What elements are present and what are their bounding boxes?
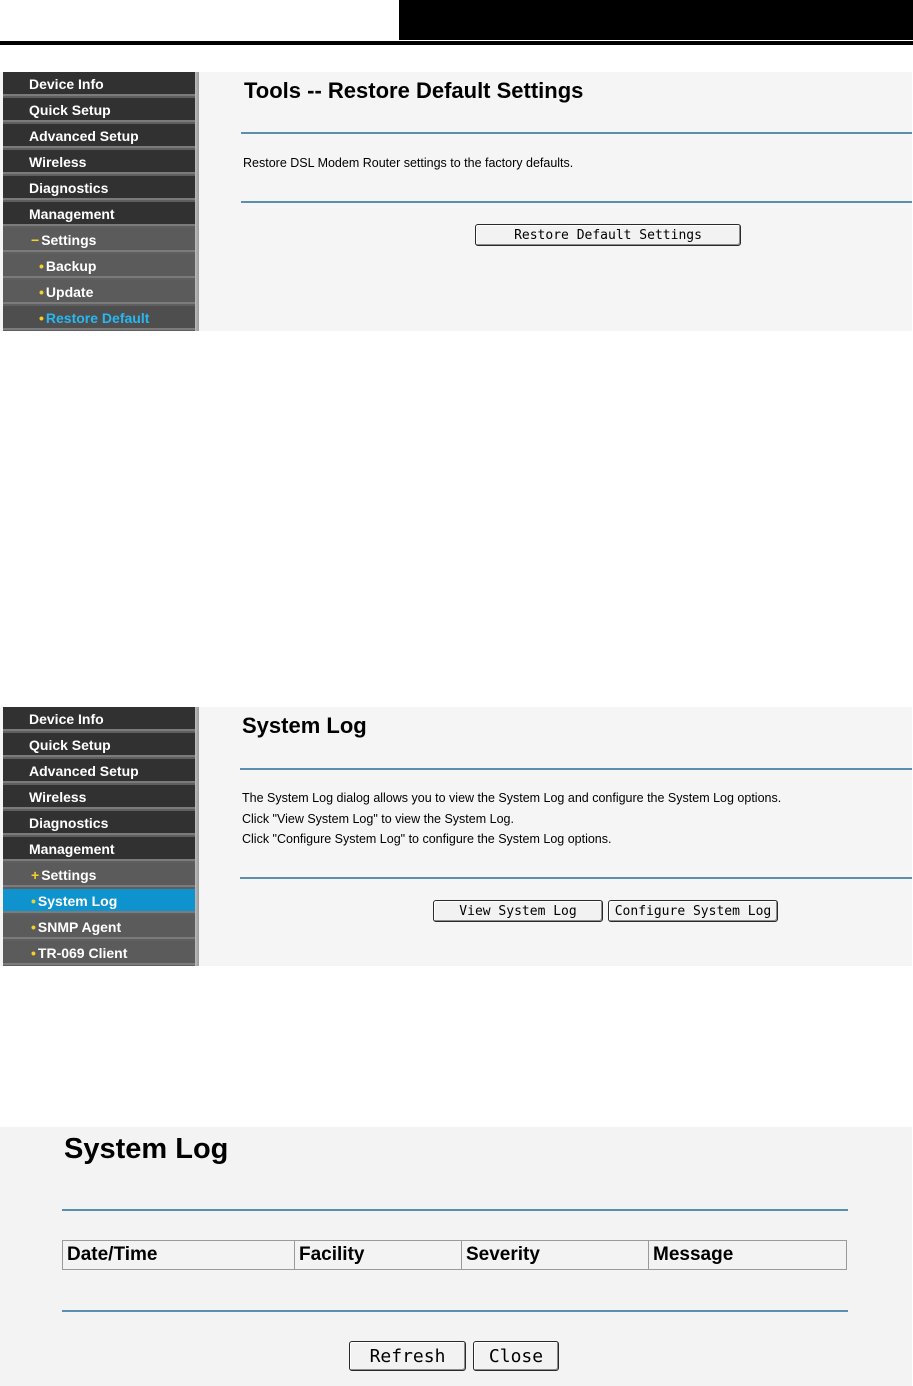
page-title: System Log [64,1133,229,1165]
sidebar-item-label: Update [45,284,94,300]
bullet-icon: • [39,258,44,274]
divider [62,1209,848,1211]
sidebar-item-management[interactable]: Management [3,202,195,226]
sidebar-item-label: Backup [45,258,97,274]
sidebar-divider [195,707,199,966]
column-header-severity: Severity [462,1241,649,1269]
sidebar-item-label: Settings [41,867,97,883]
bullet-icon: • [31,893,36,909]
sidebar-item-label: SNMP Agent [37,919,122,935]
sidebar-item-quick-setup[interactable]: Quick Setup [3,733,195,757]
bullet-icon: • [39,284,44,300]
page-description: Restore DSL Modem Router settings to the factory defaults. [243,156,574,170]
sidebar-item-label: Restore Default [45,310,150,326]
column-header-message: Message [653,1244,734,1265]
sidebar-item-tr069-client[interactable] [3,941,195,965]
divider [62,1310,848,1312]
sidebar-item-advanced-setup[interactable]: Advanced Setup [3,759,195,783]
sidebar-item-wireless[interactable]: Wireless [3,785,195,809]
configure-system-log-button[interactable]: Configure System Log [608,900,778,922]
divider [240,877,912,879]
minus-icon: − [31,232,40,248]
description-line: Click "View System Log" to view the System Log. [242,811,514,826]
sidebar-item-label: Settings [41,232,97,248]
system-log-screenshot [0,707,912,966]
divider [241,201,912,203]
column-header-facility: Facility [295,1241,462,1269]
close-button[interactable]: Close [473,1341,559,1371]
sidebar-item-wireless[interactable]: Wireless [3,150,195,174]
restore-default-settings-button[interactable]: Restore Default Settings [475,224,741,246]
sidebar-item-label: TR-069 Client [37,945,128,961]
sidebar-item-label: System Log [37,893,118,909]
sidebar-item-backup[interactable] [3,254,195,278]
page-title: System Log [242,713,367,738]
page-title: Tools -- Restore Default Settings [244,78,584,103]
sidebar-item-snmp-agent[interactable] [3,915,195,939]
log-table-header [62,1240,847,1270]
sidebar-item-restore-default[interactable] [3,306,195,330]
description-line: The System Log dialog allows you to view the System Log and configure the System Log options. [242,791,782,805]
page-description [242,788,781,850]
sidebar-item-diagnostics[interactable]: Diagnostics [3,176,195,200]
sidebar-item-settings[interactable] [3,228,195,252]
sidebar-item-diagnostics[interactable]: Diagnostics [3,811,195,835]
system-log-viewer-screenshot [0,1127,912,1386]
sidebar-item-update[interactable] [3,280,195,304]
sidebar-item-settings[interactable] [3,863,195,887]
document-header-black-bar [399,0,913,40]
restore-default-screenshot [0,72,912,331]
sidebar [3,707,195,966]
sidebar-item-device-info[interactable]: Device Info [3,707,195,731]
sidebar-item-device-info[interactable]: Device Info [3,72,195,96]
bullet-icon: • [31,945,36,961]
plus-icon: + [31,867,40,883]
view-system-log-button[interactable]: View System Log [433,900,603,922]
divider [241,132,912,134]
sidebar-item-quick-setup[interactable]: Quick Setup [3,98,195,122]
divider [240,768,912,770]
sidebar-item-management[interactable]: Management [3,837,195,861]
description-line: Click "Configure System Log" to configure the System Log options. [242,832,612,846]
sidebar-item-advanced-setup[interactable]: Advanced Setup [3,124,195,148]
document-header-rule [0,41,913,45]
sidebar [3,72,195,331]
sidebar-divider [195,72,199,331]
column-header-date-time: Date/Time [63,1241,295,1269]
refresh-button[interactable]: Refresh [349,1341,466,1371]
sidebar-item-system-log[interactable] [3,889,195,913]
bullet-icon: • [39,310,44,326]
bullet-icon: • [31,919,36,935]
